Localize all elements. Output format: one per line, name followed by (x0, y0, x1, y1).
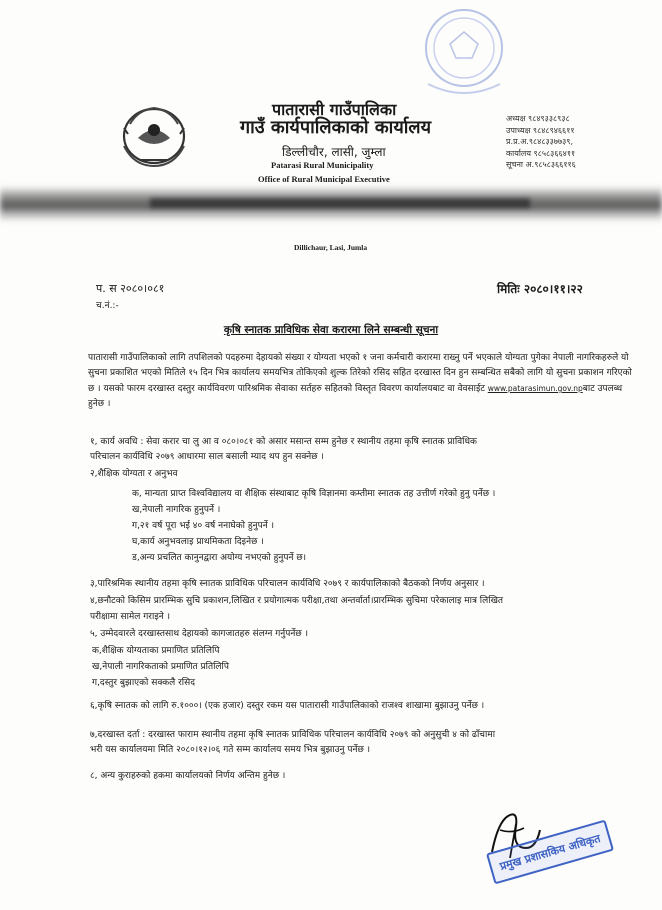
municipality-name-np: पातारासी गाउँपालिका (272, 100, 397, 119)
reference-number: प. स २०८०।०८१ (96, 282, 165, 295)
officer-stamp: प्रमुख प्रशासकिय अधिकृत (486, 820, 614, 885)
clause-1: १, कार्य अवधि : सेवा करार चा लु आ व ०८०।०८१ को असार मसान्त सम्म हुनेछ र स्थानीय तहमा कृषि स्नातक प्राविधिक (90, 437, 477, 447)
clause-1-cont: परिचालन कार्यविधि २०७९ आधारमा साल बसाली म्याद थप हुन सक्नेछ । (90, 452, 324, 462)
clause-5-item: ख,नेपाली नागरिकताको प्रमाणित प्रतिलिपि (92, 662, 229, 672)
clause-4: ४,छनौटको किसिम प्रारम्भिक सुचि प्रकाशन,लिखित र प्रयोगात्मक परीक्षा,तथा अन्तर्वार्ता।प्रारम्भिक सुचिमा परेकालाइ मात्र लिखित (90, 596, 504, 606)
clause-4-cont: परीक्षामा सामेल गराइने । (90, 612, 171, 622)
clause-2-item: घ,कार्य अनुभवलाइ प्राथमिकता दिइनेछ । (132, 537, 264, 547)
clause-5: ५, उम्मेदवारले दरखास्तसाथ देहायको कागजातहरु संलग्न गर्नुपर्नेछ । (90, 629, 308, 639)
nepal-emblem-icon (116, 100, 192, 170)
clause-2-item: ग,२१ वर्ष पूरा भई ४० वर्ष ननाघेको हुनुपर्ने । (132, 521, 274, 531)
clause-2-item: ख,नेपाली नागरिक हुनुपर्ने । (132, 505, 221, 515)
clause-7-cont: भरी यस कार्यालयमा मिति २०८०।१२।०६ गते सम्म कार्यालय समय भित्र बुझाउनु पर्नेछ । (90, 745, 371, 755)
clause-3: ३,पारिश्रमिक स्थानीय तहमा कृषि स्नातक प्राविधिक परिचालन कार्यविधि २०७९ र कार्यपालिकाको बैठकको निर्णय अनुसार । (90, 579, 485, 589)
clause-5-item: ग,दस्तुर बुझाएको सक्कलै रसिद (92, 678, 195, 688)
office-seal-stamp (418, 4, 510, 100)
scan-smear (150, 198, 530, 208)
clause-2-item: ड,अन्य प्रचलित कानुनद्वारा अयोग्य नभएको हुनुपर्ने छ। (132, 553, 307, 563)
contact-line: उपाध्यक्ष ९८४८९४६६११ (506, 125, 575, 135)
office-place-np: डिल्लीचौर, लासी, जुम्ला (282, 145, 386, 159)
intro-text: पातारासी गाउँपालिकाको लागि तपशिलको पदहरुमा देहायको संख्या र योग्यता भएको १ जना कर्मचारी करारमा राख्नु पर्ने भएकाले योग्यता पुगेका नेपाली नागरिकहरुले यो सुचना प्रकाशित भएको मितिले १५ दिन भित्र कार्यालय समयभित्र तोकिएको शुल्क तिरेको रसिद सहित दरखास्त दिन हुन सम्बन्धित सबैको लागि यो सुचना प्रकाशन गरिएको छ । यसको फारम दरखास्त दस्तुर कार्यविवरण पारिश्रमिक सेवाका सर्तहरु सहितको विस्तृत विवरण कार्यालयबाट वा वेवसाईट (88, 353, 632, 394)
office-name-en: Office of Rural Municipal Executive (258, 174, 390, 184)
contact-line: सूचना अ.९८५८३६६११६ (506, 160, 576, 169)
contact-list (506, 113, 576, 171)
clause-8: ८, अन्य कुराहरुको हकमा कार्यालयको निर्णय अन्तिम हुनेछ । (90, 771, 286, 781)
intro-text-end: बाट उपलब्ध हुनेछ । (88, 384, 623, 409)
website-link[interactable]: www.patarasimun.gov.np (487, 384, 583, 393)
clause-2: २,शैक्षिक योग्यता र अनुभव (90, 469, 178, 479)
clause-2-item: क, मान्यता प्राप्त विश्वविद्यालय वा शैक्षिक संस्थाबाट कृषि विज्ञानमा कम्तीमा स्नातक तह उत्तीर्ण गरेको हुनु पर्नेछ । (132, 489, 496, 499)
notice-date: मितिः २०८०।११।२२ (497, 282, 583, 296)
dispatch-number: च.नं.:- (96, 301, 119, 311)
office-address-en: Dillichaur, Lasi, Jumla (294, 243, 368, 252)
contact-line: अध्यक्ष ९८४९३३८९३८ (506, 114, 570, 123)
clause-5-item: क,शैक्षिक योग्यताका प्रमाणित प्रतिलिपि (92, 646, 220, 656)
notice-title: कृषि स्नातक प्राविधिक सेवा करारमा लिने सम्बन्धी सूचना (223, 324, 439, 336)
clause-7: ७,दरखास्त दर्ता : दरखास्त फाराम स्थानीय तहमा कृषि स्नातक प्राविधिक परिचालन कार्यविधि २०७९ को अनुसुची ४ को ढाँचामा (90, 730, 496, 740)
municipality-name-en: Patarasi Rural Municipality (271, 160, 374, 170)
contact-line: कार्यालय ९८५८३६६४११ (506, 148, 576, 158)
contact-line: प्र.प्र.अ.९८४८३३७७३९, (506, 137, 573, 146)
notice-intro (88, 351, 640, 412)
office-name-np: गाउँ कार्यपालिकाको कार्यालय (240, 117, 432, 138)
clause-6: ६,कृषि स्नातक को लागि रु.१०००। (एक हजार) दस्तुर रकम यस पातारासी गाउँपालिकाको राजश्व शाखामा बुझाउनु पर्नेछ । (90, 701, 485, 711)
